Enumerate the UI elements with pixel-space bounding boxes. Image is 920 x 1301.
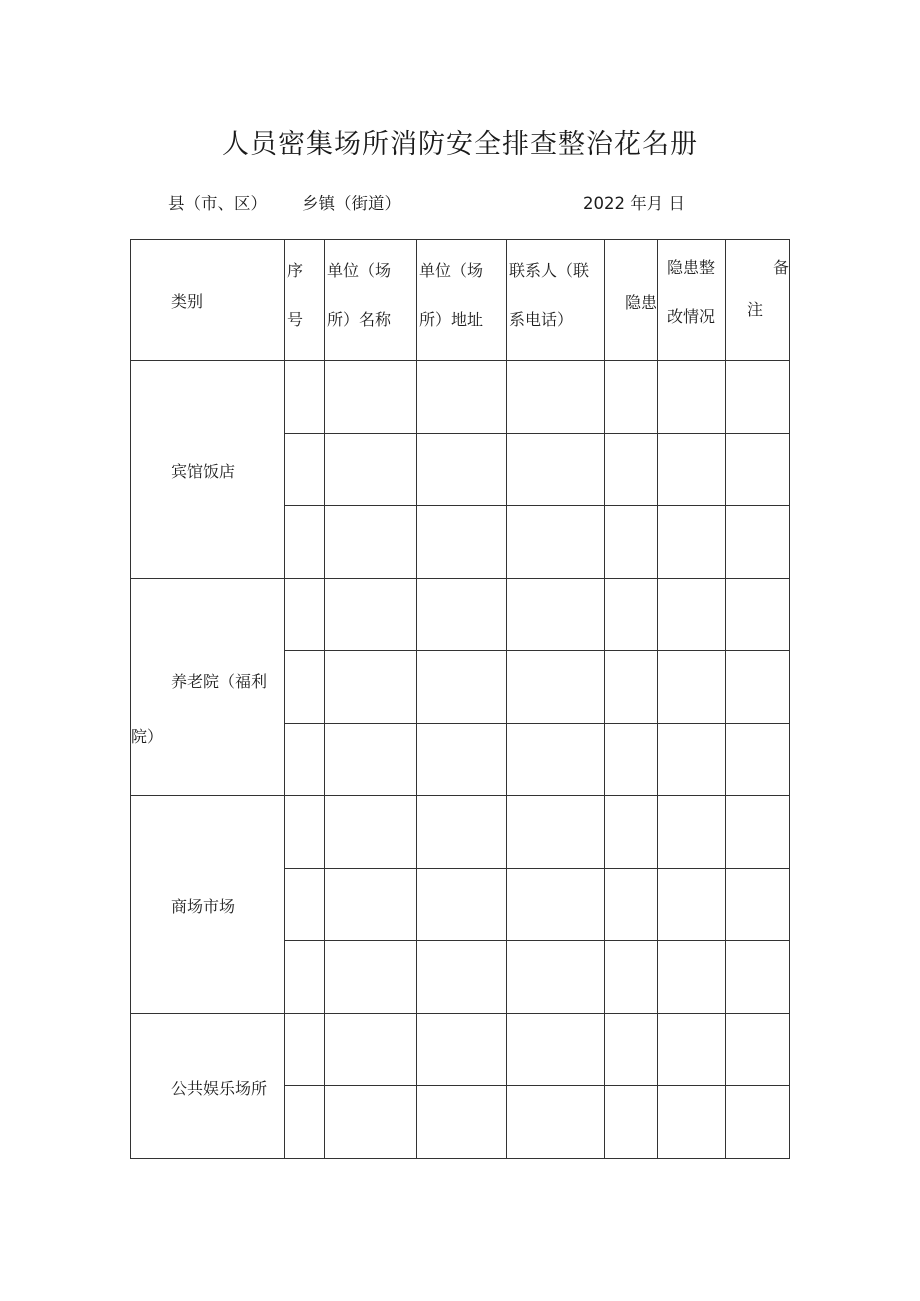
- cell-seq[interactable]: [285, 868, 325, 941]
- cell-remark[interactable]: [726, 651, 790, 724]
- cell-unit-address[interactable]: [417, 578, 507, 651]
- header-row: [131, 240, 790, 361]
- cell-unit-name[interactable]: [325, 868, 417, 941]
- cell-hazard[interactable]: [605, 868, 658, 941]
- header-unit-address-line1: 单位（场: [419, 261, 484, 280]
- header-category-label: 类别: [171, 292, 204, 311]
- cell-unit-name[interactable]: [325, 941, 417, 1014]
- cell-seq[interactable]: [285, 361, 325, 434]
- cell-contact[interactable]: [507, 723, 605, 796]
- header-contact: [507, 240, 605, 361]
- header-seq-line2: 号: [287, 310, 304, 329]
- cell-remark[interactable]: [726, 361, 790, 434]
- cell-hazard[interactable]: [605, 506, 658, 579]
- category-label-line2: 院）: [131, 726, 164, 746]
- header-rectification-line1: 隐患整: [667, 258, 716, 277]
- header-contact-line2: 系电话）: [509, 310, 574, 329]
- category-hotel: [131, 361, 285, 579]
- cell-seq[interactable]: [285, 433, 325, 506]
- category-mall-market: [131, 796, 285, 1014]
- cell-seq[interactable]: [285, 1086, 325, 1159]
- cell-remark[interactable]: [726, 506, 790, 579]
- header-unit-name-line2: 所）名称: [327, 310, 392, 329]
- category-public-entertainment: [131, 1013, 285, 1158]
- cell-hazard[interactable]: [605, 1013, 658, 1086]
- cell-unit-name[interactable]: [325, 796, 417, 869]
- cell-unit-name[interactable]: [325, 506, 417, 579]
- cell-rectification[interactable]: [658, 1013, 726, 1086]
- cell-unit-address[interactable]: [417, 1013, 507, 1086]
- category-label: 宾馆饭店: [171, 462, 236, 481]
- header-unit-address: [417, 240, 507, 361]
- cell-unit-name[interactable]: [325, 578, 417, 651]
- cell-remark[interactable]: [726, 796, 790, 869]
- category-label: 商场市场: [171, 897, 236, 916]
- cell-unit-name[interactable]: [325, 361, 417, 434]
- cell-contact[interactable]: [507, 796, 605, 869]
- header-unit-address-line2: 所）地址: [419, 310, 484, 329]
- header-contact-line1: 联系人（联: [509, 261, 590, 280]
- header-remark: [726, 240, 790, 361]
- header-hazard-label: 隐患: [624, 293, 657, 312]
- cell-seq[interactable]: [285, 723, 325, 796]
- cell-rectification[interactable]: [658, 651, 726, 724]
- header-hazard: [605, 240, 658, 361]
- cell-hazard[interactable]: [605, 941, 658, 1014]
- cell-unit-address[interactable]: [417, 723, 507, 796]
- cell-unit-address[interactable]: [417, 361, 507, 434]
- cell-unit-address[interactable]: [417, 941, 507, 1014]
- cell-remark[interactable]: [726, 941, 790, 1014]
- cell-contact[interactable]: [507, 506, 605, 579]
- cell-hazard[interactable]: [605, 1086, 658, 1159]
- cell-rectification[interactable]: [658, 578, 726, 651]
- cell-seq[interactable]: [285, 506, 325, 579]
- cell-rectification[interactable]: [658, 433, 726, 506]
- header-seq-line1: 序: [287, 261, 304, 280]
- cell-unit-name[interactable]: [325, 433, 417, 506]
- date-label: 2022 年月 日: [583, 194, 685, 213]
- category-nursing-home: [131, 578, 285, 796]
- cell-seq[interactable]: [285, 941, 325, 1014]
- cell-contact[interactable]: [507, 578, 605, 651]
- table-row: [131, 361, 790, 434]
- cell-seq[interactable]: [285, 578, 325, 651]
- cell-hazard[interactable]: [605, 578, 658, 651]
- cell-hazard[interactable]: [605, 433, 658, 506]
- cell-unit-name[interactable]: [325, 723, 417, 796]
- cell-remark[interactable]: [726, 868, 790, 941]
- header-remark-line2: 注: [747, 300, 764, 319]
- cell-unit-name[interactable]: [325, 1013, 417, 1086]
- cell-hazard[interactable]: [605, 361, 658, 434]
- cell-seq[interactable]: [285, 651, 325, 724]
- cell-unit-address[interactable]: [417, 506, 507, 579]
- cell-rectification[interactable]: [658, 723, 726, 796]
- cell-unit-address[interactable]: [417, 796, 507, 869]
- category-label: 公共娱乐场所: [171, 1078, 268, 1098]
- table-row: [131, 578, 790, 651]
- header-unit-name-line1: 单位（场: [327, 261, 392, 280]
- cell-seq[interactable]: [285, 1013, 325, 1086]
- header-rectification-line2: 改情况: [667, 307, 716, 326]
- cell-rectification[interactable]: [658, 506, 726, 579]
- cell-unit-address[interactable]: [417, 868, 507, 941]
- county-label: 县（市、区）: [168, 194, 267, 213]
- cell-contact[interactable]: [507, 1086, 605, 1159]
- cell-remark[interactable]: [726, 723, 790, 796]
- header-rectification: [658, 240, 726, 361]
- cell-seq[interactable]: [285, 796, 325, 869]
- town-label: 乡镇（街道）: [302, 194, 401, 213]
- cell-remark[interactable]: [726, 578, 790, 651]
- cell-unit-name[interactable]: [325, 1086, 417, 1159]
- cell-contact[interactable]: [507, 651, 605, 724]
- cell-remark[interactable]: [726, 1086, 790, 1159]
- cell-contact[interactable]: [507, 433, 605, 506]
- category-label-line1: 养老院（福利: [171, 671, 268, 691]
- cell-hazard[interactable]: [605, 651, 658, 724]
- cell-unit-address[interactable]: [417, 651, 507, 724]
- cell-contact[interactable]: [507, 868, 605, 941]
- cell-rectification[interactable]: [658, 361, 726, 434]
- cell-rectification[interactable]: [658, 941, 726, 1014]
- roster-table: [130, 239, 790, 1159]
- cell-rectification[interactable]: [658, 868, 726, 941]
- cell-contact[interactable]: [507, 1013, 605, 1086]
- cell-rectification[interactable]: [658, 796, 726, 869]
- cell-contact[interactable]: [507, 361, 605, 434]
- cell-unit-address[interactable]: [417, 1086, 507, 1159]
- header-remark-line1: 备: [772, 258, 789, 277]
- cell-contact[interactable]: [507, 941, 605, 1014]
- table-row: [131, 1013, 790, 1086]
- header-category: [131, 240, 285, 361]
- table-row: [131, 796, 790, 869]
- cell-remark[interactable]: [726, 1013, 790, 1086]
- header-seq: [285, 240, 325, 361]
- document-title: 人员密集场所消防安全排查整治花名册: [222, 129, 698, 160]
- header-unit-name: [325, 240, 417, 361]
- cell-unit-address[interactable]: [417, 433, 507, 506]
- cell-hazard[interactable]: [605, 723, 658, 796]
- cell-unit-name[interactable]: [325, 651, 417, 724]
- cell-remark[interactable]: [726, 433, 790, 506]
- cell-hazard[interactable]: [605, 796, 658, 869]
- cell-rectification[interactable]: [658, 1086, 726, 1159]
